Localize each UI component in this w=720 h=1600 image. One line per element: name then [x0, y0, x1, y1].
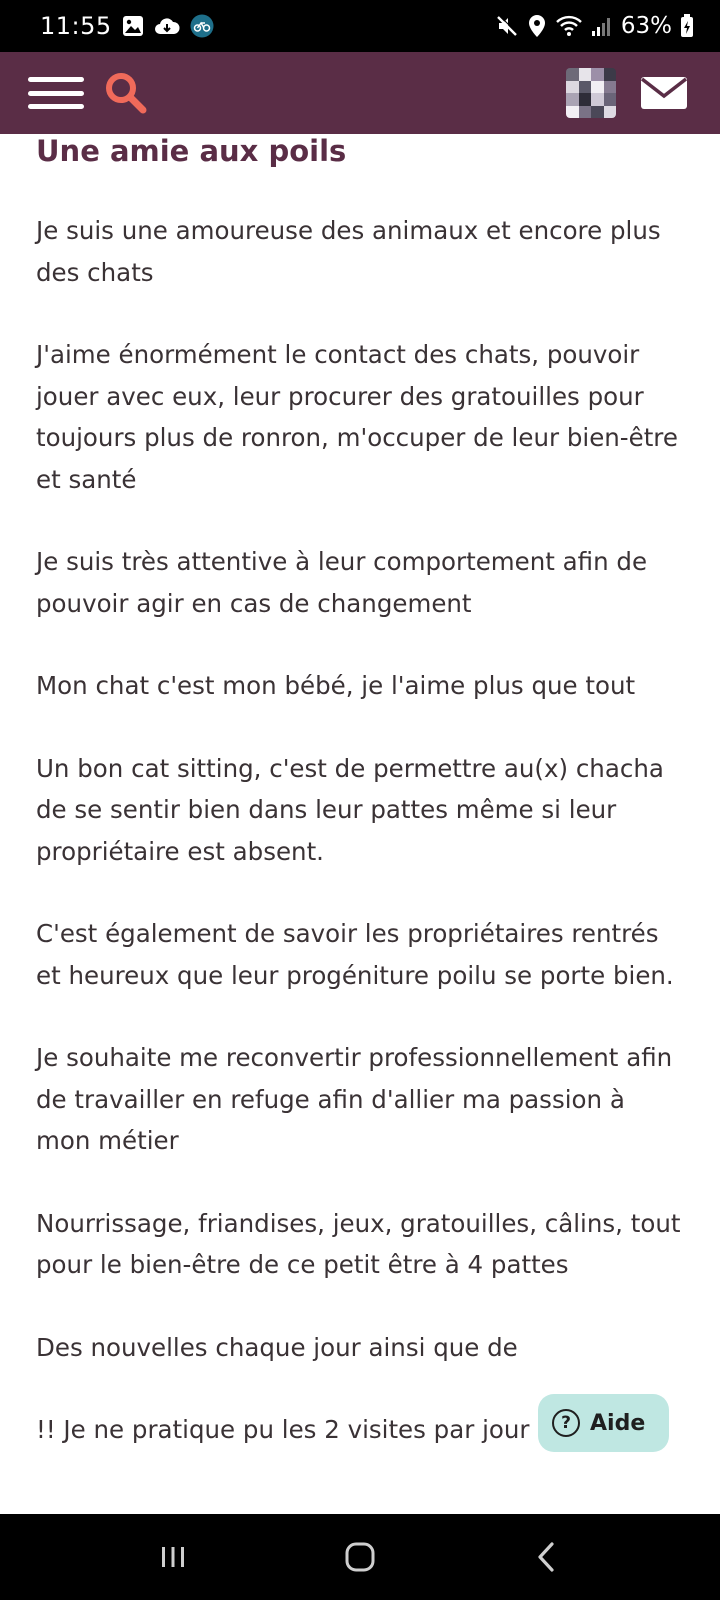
recent-apps-icon[interactable]	[133, 1527, 213, 1587]
status-bar	[0, 0, 720, 52]
profile-description	[36, 134, 686, 1451]
status-time: 11:55	[40, 12, 112, 40]
paragraph: Un bon cat sitting, c'est de permettre au(x) chacha de se sentir bien dans leur pattes même si leur propriétaire est absent.	[36, 753, 664, 866]
battery-icon	[680, 14, 694, 38]
home-icon[interactable]	[320, 1527, 400, 1587]
app-header	[0, 52, 720, 134]
back-icon[interactable]	[507, 1527, 587, 1587]
location-icon	[527, 14, 547, 38]
help-icon: ?	[552, 1409, 580, 1437]
help-label: Aide	[590, 1410, 646, 1436]
cloud-icon	[154, 16, 180, 36]
mail-icon[interactable]	[640, 76, 688, 110]
gallery-icon	[122, 15, 144, 37]
mute-icon	[495, 14, 519, 38]
paragraph: J'aime énormément le contact des chats, pouvoir jouer avec eux, leur procurer des gratouilles pour toujours plus de ronron, m'occuper de leur bien-être et santé	[36, 340, 678, 494]
wifi-icon	[555, 14, 583, 38]
section-title: Une amie aux poils	[36, 134, 347, 168]
header-right	[566, 68, 688, 118]
status-right	[495, 13, 694, 39]
menu-icon[interactable]	[28, 75, 84, 111]
paragraph: Nourrissage, friandises, jeux, gratouilles, câlins, tout pour le bien-être de ce petit être à 4 pattes	[36, 1208, 681, 1279]
avatar[interactable]	[566, 68, 616, 118]
signal-icon	[591, 15, 613, 37]
paragraph: Je souhaite me reconvertir professionnellement afin de travailler en refuge afin d'allier ma passion à mon métier	[36, 1043, 673, 1155]
navigation-bar	[0, 1514, 720, 1600]
paragraph: Mon chat c'est mon bébé, je l'aime plus que tout	[36, 671, 636, 700]
header-left	[28, 71, 148, 115]
bike-app-icon	[190, 14, 214, 38]
paragraph: Je suis très attentive à leur comportement afin de pouvoir agir en cas de changement	[36, 547, 648, 618]
status-left	[40, 12, 214, 40]
paragraph: C'est également de savoir les propriétaires rentrés et heureux que leur progéniture poilu se porte bien.	[36, 919, 674, 990]
paragraph: !! Je ne pratique pu les 2 visites par jour	[36, 1415, 530, 1444]
search-icon[interactable]	[104, 71, 148, 115]
paragraph: Je suis une amoureuse des animaux et encore plus des chats	[36, 216, 661, 287]
battery-percentage: 63%	[620, 13, 672, 39]
paragraph: Des nouvelles chaque jour ainsi que de	[36, 1332, 518, 1362]
help-button[interactable]	[538, 1394, 669, 1452]
